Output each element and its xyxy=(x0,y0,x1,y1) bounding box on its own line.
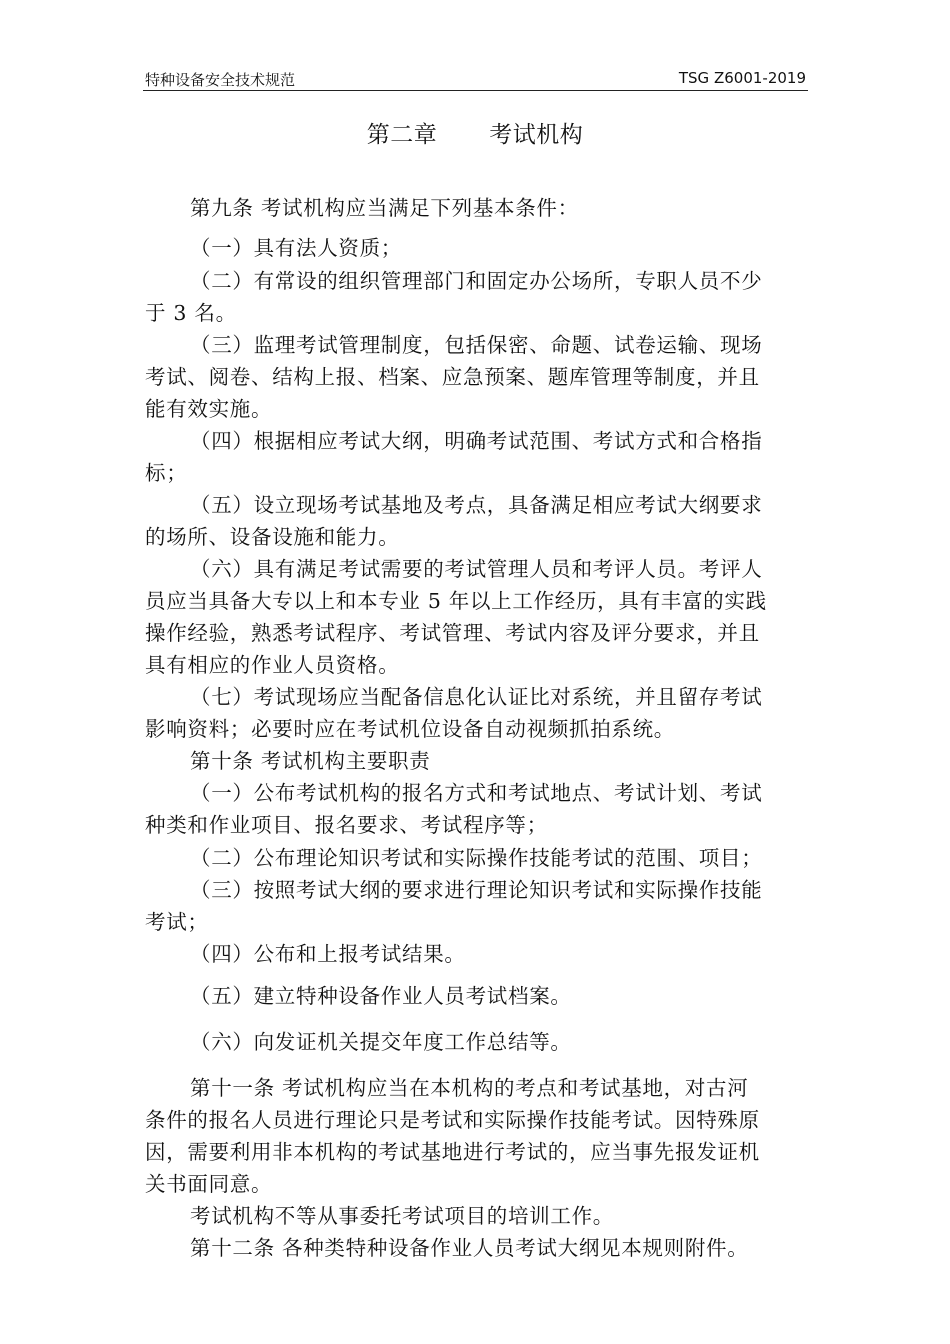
chapter-number: 第二章 xyxy=(366,122,438,148)
article-12-heading: 第十二条 各种类特种设备作业人员考试大纲见本规则附件。 xyxy=(190,1236,749,1260)
text-line: 标； xyxy=(145,461,188,485)
text-line: （一）具有法人资质； xyxy=(190,236,402,260)
text-line: 条件的报名人员进行理论只是考试和实际操作技能考试。因特殊原 xyxy=(145,1108,760,1132)
header-spec-title: 特种设备安全技术规范 xyxy=(145,71,296,89)
article-11-heading: 第十一条 考试机构应当在本机构的考点和考试基地，对古河 xyxy=(190,1076,749,1100)
text-line: （三）监理考试管理制度，包括保密、命题、试卷运输、现场 xyxy=(190,333,763,357)
article-10-heading: 第十条 考试机构主要职责 xyxy=(190,749,431,773)
text-line: （四）根据相应考试大纲，明确考试范围、考试方式和合格指 xyxy=(190,429,763,453)
text-line: 具有相应的作业人员资格。 xyxy=(145,653,400,677)
text-line: （一）公布考试机构的报名方式和考试地点、考试计划、考试 xyxy=(190,781,763,805)
text-line: 影响资料；必要时应在考试机位设备自动视频抓拍系统。 xyxy=(145,717,675,741)
text-line: （六）向发证机关提交年度工作总结等。 xyxy=(190,1030,572,1054)
text-line: 于 3 名。 xyxy=(145,301,237,325)
text-line: （三）按照考试大纲的要求进行理论知识考试和实际操作技能 xyxy=(190,878,763,902)
text-line: 考试、阅卷、结构上报、档案、应急预案、题库管理等制度，并且 xyxy=(145,365,760,389)
text-line: （二）公布理论知识考试和实际操作技能考试的范围、项目； xyxy=(190,846,763,870)
header-standard-code: TSG Z6001-2019 xyxy=(678,69,806,87)
text-line: 关书面同意。 xyxy=(145,1172,273,1196)
page-header xyxy=(143,66,808,91)
text-line: （五）设立现场考试基地及考点，具备满足相应考试大纲要求 xyxy=(190,493,763,517)
text-line: 操作经验，熟悉考试程序、考试管理、考试内容及评分要求，并且 xyxy=(145,621,760,645)
chapter-heading xyxy=(0,116,950,149)
article-9-heading: 第九条 考试机构应当满足下列基本条件： xyxy=(190,196,579,220)
text-line: 能有效实施。 xyxy=(145,397,273,421)
text-line: 考试机构不等从事委托考试项目的培训工作。 xyxy=(190,1204,614,1228)
text-line: 因，需要利用非本机构的考试基地进行考试的，应当事先报发证机 xyxy=(145,1140,760,1164)
text-line: 的场所、设备设施和能力。 xyxy=(145,525,400,549)
text-line: （二）有常设的组织管理部门和固定办公场所，专职人员不少 xyxy=(190,269,763,293)
text-line: （四）公布和上报考试结果。 xyxy=(190,942,466,966)
text-line: 种类和作业项目、报名要求、考试程序等； xyxy=(145,813,548,837)
chapter-title: 考试机构 xyxy=(489,122,584,148)
text-line: （六）具有满足考试需要的考试管理人员和考评人员。考评人 xyxy=(190,557,763,581)
text-line: （七）考试现场应当配备信息化认证比对系统，并且留存考试 xyxy=(190,685,763,709)
text-line: 员应当具备大专以上和本专业 5 年以上工作经历，具有丰富的实践 xyxy=(145,589,767,613)
text-line: （五）建立特种设备作业人员考试档案。 xyxy=(190,984,572,1008)
text-line: 考试； xyxy=(145,910,209,934)
